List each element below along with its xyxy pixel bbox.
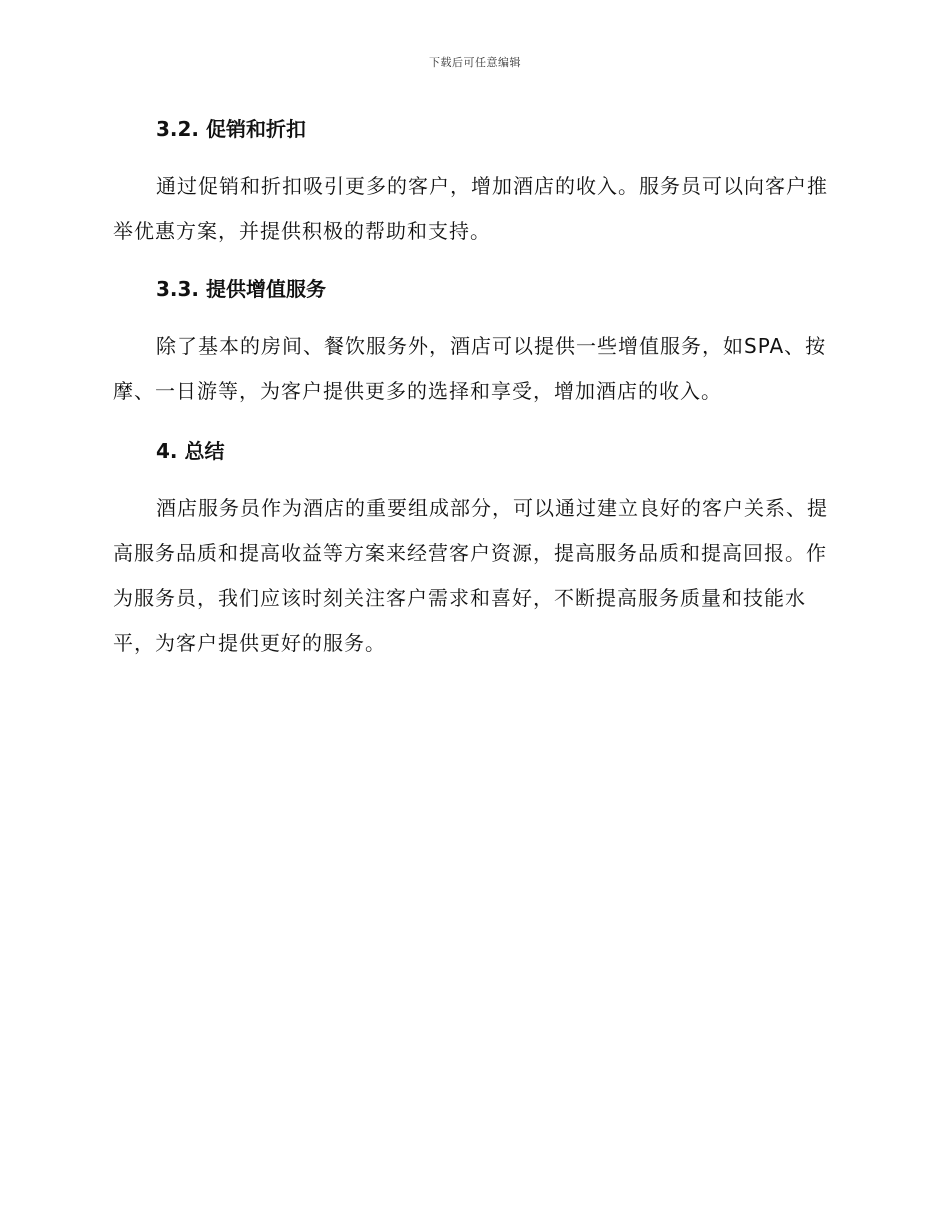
section-heading-summary: 4. 总结	[156, 439, 225, 463]
document-body	[113, 112, 835, 666]
section-heading-promotions: 3.2. 促销和折扣	[156, 117, 306, 141]
section-body-summary: 酒店服务员作为酒店的重要组成部分，可以通过建立良好的客户关系、提高服务品质和提高收益等方案来经营客户资源，提高服务品质和提高回报。作为服务员，我们应该时刻关注客户需求和喜好，不断提高服务质量和技能水平，为客户提供更好的服务。	[113, 496, 828, 655]
section-body-promotions: 通过促销和折扣吸引更多的客户，增加酒店的收入。服务员可以向客户推举优惠方案，并提供积极的帮助和支持。	[113, 174, 828, 243]
page-header: 下载后可任意编辑	[429, 56, 521, 69]
section-body-value-added-services: 除了基本的房间、餐饮服务外，酒店可以提供一些增值服务，如SPA、按摩、一日游等，为客户提供更多的选择和享受，增加酒店的收入。	[113, 334, 827, 403]
section-heading-value-added-services: 3.3. 提供增值服务	[156, 277, 326, 301]
